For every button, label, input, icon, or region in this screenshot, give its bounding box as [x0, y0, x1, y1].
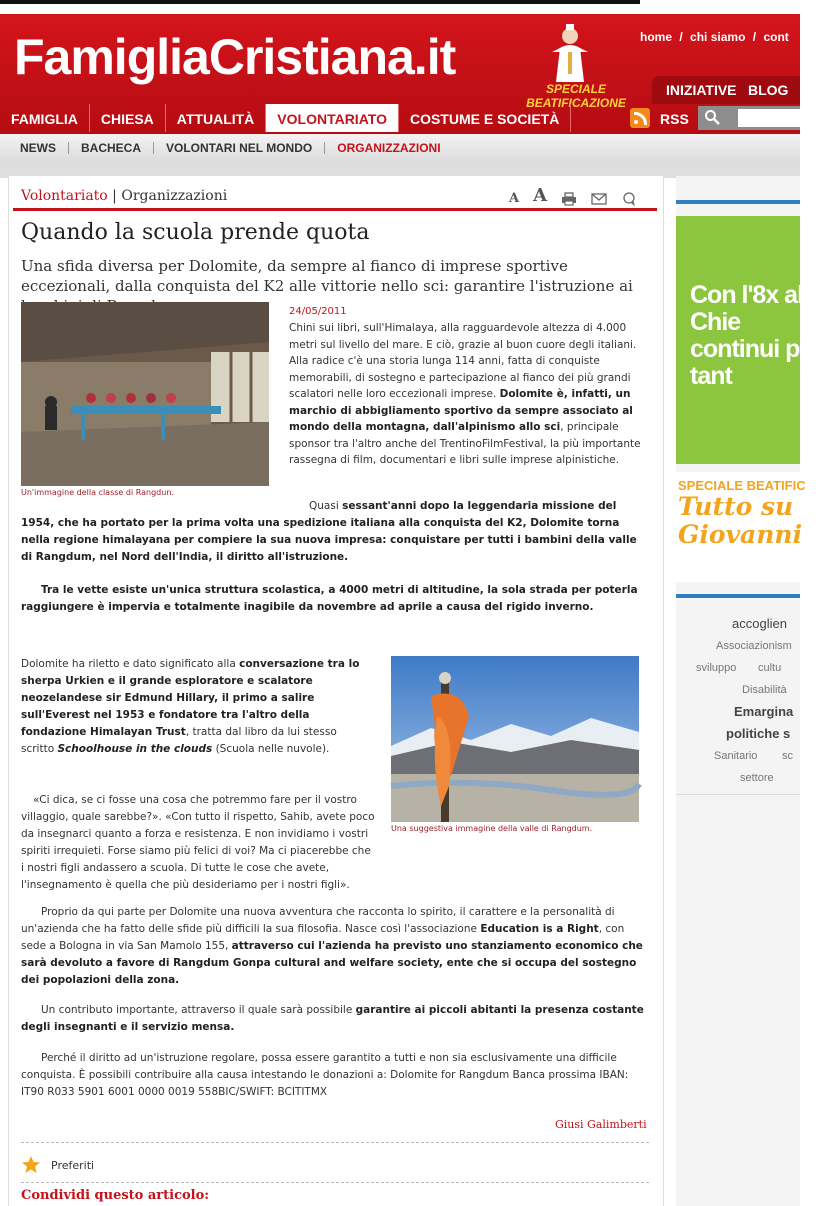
sub-nav [0, 134, 800, 162]
otto-per-mille-banner[interactable] [676, 216, 822, 464]
divider [21, 1182, 649, 1183]
rss-icon [630, 108, 650, 128]
p3-text-c: (Scuola nelle nuvole). [212, 743, 330, 755]
article-subtitle: Una sfida diversa per Dolomite, da sempre al fianco di imprese sportive eccezionali, dalla conquista del K2 alle vittorie nello sci: garantire l'istruzione ai [21, 257, 633, 295]
home-link[interactable]: home [640, 30, 673, 44]
right-sidebar [676, 176, 822, 1206]
speciale-beatificazione-promo[interactable] [676, 472, 806, 582]
nav-costume-e-societa[interactable]: COSTUME E SOCIETÀ [399, 104, 571, 132]
search-box [698, 106, 800, 130]
pope-figure-icon [548, 22, 592, 82]
font-smaller-button[interactable]: A [509, 191, 520, 206]
search-input[interactable] [738, 109, 800, 127]
paragraph-6 [21, 1002, 645, 1036]
tag-link[interactable]: cultu [758, 662, 782, 674]
image-caption: Una suggestiva immagine della valle di Rangdum. [391, 824, 593, 833]
contatti-link[interactable]: cont [763, 30, 789, 44]
paragraph-2 [21, 582, 645, 616]
article-title: Quando la scuola prende quota [21, 220, 370, 245]
star-icon [21, 1155, 41, 1175]
preferiti-button[interactable] [21, 1154, 94, 1176]
p7-text: Perché il diritto ad un'istruzione regolare, possa essere garantito a tutti e non sia esclusivamente una difficile conquista. È possibili contribuire alla causa intestando le donazioni a: Dolomite for Rangdum Banca prossima IBAN: IT90 R033 5901 6001 0000 0019 558BIC/SWIFT: BCITITMX [21, 1052, 629, 1098]
main-nav [0, 104, 571, 132]
p2-bold: Tra le vette esiste un'unica struttura scolastica, a 4000 metri di altitudine, la sola strada per poterla raggiungere è impervia e totalmente inagibile da novembre ad aprile a causa del rigido inverno. [21, 584, 638, 613]
paragraph-4 [21, 792, 377, 894]
sidebar-divider [676, 794, 800, 795]
divider [21, 1142, 649, 1143]
p1-text: Quasi [309, 500, 343, 512]
top-links [640, 30, 793, 44]
search-icon[interactable] [704, 109, 720, 125]
share-heading: Condividi questo articolo: [21, 1188, 210, 1203]
subnav-volontari-nel-mondo[interactable]: VOLONTARI NEL MONDO [154, 142, 325, 154]
rss-label: RSS [660, 111, 689, 127]
p4-text: «Ci dica, se ci fosse una cosa che potremmo fare per il vostro villaggio, quale sarebbe?». «Con tutto il rispetto, Sahib, avete poco da insegnarci quanto a forza e resistenza. E non invidiamo i vostri spiriti irrequieti. Forse siamo più felici di voi? Ma ci piacerebbe che i nostri figli andassero a scuola. Di tutte le cose che avete, l'insegnamento è quella che più desideriamo per i nostri figli». [21, 794, 375, 891]
subnav-organizzazioni[interactable]: ORGANIZZAZIONI [337, 141, 441, 155]
p5-bold-a: Education is a Right [480, 923, 599, 935]
iniziative-link[interactable]: INIZIATIVE [666, 82, 737, 98]
speciale-label: SPECIALE [545, 82, 606, 96]
p3-text-b: , tratta dal libro da lui stesso scritto [21, 726, 337, 755]
p5-text-b: , con sede a Bologna in via San Mamolo 155, [21, 923, 625, 952]
tag-link[interactable]: Emargina [734, 704, 794, 719]
print-icon[interactable] [561, 192, 577, 206]
article-tools [509, 184, 637, 206]
tag-link[interactable]: settore [740, 772, 774, 784]
promo-line-1: Tutto su [678, 492, 794, 521]
article-author: Giusi Galimberti [555, 1118, 647, 1131]
intro-bold: Dolomite è, infatti, un marchio di abbigliamento sportivo da sempre associato al mondo della montagna, dall'alpinismo allo sci [289, 388, 633, 433]
separator: / [752, 30, 757, 44]
p6-bold: garantire ai piccoli abitanti la presenza costante degli insegnanti e il servizio mensa. [21, 1004, 644, 1033]
top-strip [0, 0, 800, 14]
mail-icon[interactable] [591, 192, 607, 206]
blog-link[interactable]: BLOG [748, 82, 789, 98]
sidebar-divider [676, 200, 800, 204]
separator: / [679, 30, 683, 44]
paragraph-7 [21, 1050, 645, 1101]
nav-chiesa[interactable]: CHIESA [90, 104, 166, 132]
beatificazione-label: BEATIFICAZIONE [526, 96, 626, 110]
p6-text: Un contributo importante, attraverso il quale sarà possibile [41, 1004, 356, 1016]
comment-icon[interactable] [621, 192, 637, 206]
breadcrumb-separator: | [107, 188, 122, 204]
tag-link[interactable]: accoglien [732, 616, 787, 631]
tag-link[interactable]: politiche s [726, 726, 791, 741]
p1-bold: sessant'anni dopo la leggendaria missione del 1954, che ha portato per la prima volta una spedizione italiana alla conquista del K2, Dolomite torna nella regione himalayana per compiere la sua nuova impresa: conquistare per tutti i bambini della valle di Rangdum, nel Nord dell'India, il diritto all'istruzione. [21, 500, 637, 563]
p3-italic: Schoolhouse in the clouds [57, 743, 213, 755]
p5-text-a: Proprio da qui parte per Dolomite una nuova avventura che racconta lo spirito, il carattere e la personalità di un'azienda che ha fatto delle sfide più difficili la sua filosofia. Nasce così l'associazione [21, 906, 615, 935]
tag-cloud [676, 606, 800, 796]
tag-link[interactable]: Sanitario [714, 750, 758, 762]
tag-link[interactable]: sc [782, 750, 793, 762]
article-intro [289, 320, 645, 469]
site-logo[interactable]: FamigliaCristiana.it [14, 29, 456, 85]
tag-link[interactable]: Disabilità [742, 684, 787, 696]
speciale-beatificazione-banner[interactable] [512, 22, 632, 110]
paragraph-1 [21, 498, 645, 566]
banner-text: Con l'8x alla Chie continui per tant [690, 281, 822, 390]
font-larger-button[interactable]: A [533, 185, 548, 206]
breadcrumb-sub[interactable]: Organizzazioni [121, 188, 228, 204]
p3-bold: conversazione tra lo sherpa Urkien e il grande esploratore e scalatore neozelandese sir Edmund Hillary, il primo a salire sull'Everest nel 1953 e fondatore tra l'altro della fondazione Himalayan Trust [21, 658, 360, 738]
paragraph-3 [21, 656, 373, 758]
promo-label: SPECIALE BEATIFIC [678, 478, 806, 493]
nav-attualita[interactable]: ATTUALITÀ [166, 104, 267, 132]
article [8, 176, 664, 1206]
article-date: 24/05/2011 [289, 306, 347, 317]
valley-photo[interactable] [391, 656, 639, 822]
p5-bold-b: attraverso cui l'azienda ha previsto uno stanziamento economico che sarà devoluto a favore di Rangdum Gonpa cultural and welfare society, ente che si occupa del sostegno dei popolazioni della zona. [21, 940, 643, 986]
sidebar-divider [676, 594, 800, 598]
breadcrumb-section[interactable]: Volontariato [21, 188, 108, 204]
top-dark-bar [0, 0, 640, 4]
chi-siamo-link[interactable]: chi siamo [690, 30, 746, 44]
intro-tail: , principale sponsor tra l'altro anche del TrentinoFilmFestival, la più importante rassegna di film, documentari e libri sulle imprese alpinistiche. [289, 421, 641, 466]
preferiti-label: Preferiti [51, 1158, 95, 1172]
breadcrumb [21, 188, 227, 204]
tag-link[interactable]: Associazionism [716, 640, 792, 652]
subnav-bacheca[interactable]: BACHECA [69, 142, 154, 154]
p3-text-a: Dolomite ha riletto e dato significato alla [21, 658, 240, 670]
classroom-photo[interactable] [21, 302, 269, 486]
tag-link[interactable]: sviluppo [696, 662, 737, 674]
image-caption: Un'immagine della classe di Rangdun. [21, 488, 174, 497]
promo-line-2: Giovanni [678, 520, 803, 549]
subnav-news[interactable]: NEWS [20, 142, 69, 154]
iniziative-blog-tab [652, 76, 800, 104]
nav-famiglia[interactable]: FAMIGLIA [0, 104, 90, 132]
title-divider [13, 208, 657, 211]
nav-volontariato[interactable]: VOLONTARIATO [266, 104, 399, 132]
intro-text: Chini sui libri, sull'Himalaya, alla ragguardevole altezza di 4.000 metri sul livello del mare. E ciò, grazie al buon cuore degli italiani. Alla radice c'è una storia lunga 114 anni, fatta di conquiste memorabili, di sostegno e partecipazione al fianco dei più grandi scalatori nelle loro eccezionali imprese. [289, 322, 637, 400]
paragraph-5 [21, 904, 645, 989]
